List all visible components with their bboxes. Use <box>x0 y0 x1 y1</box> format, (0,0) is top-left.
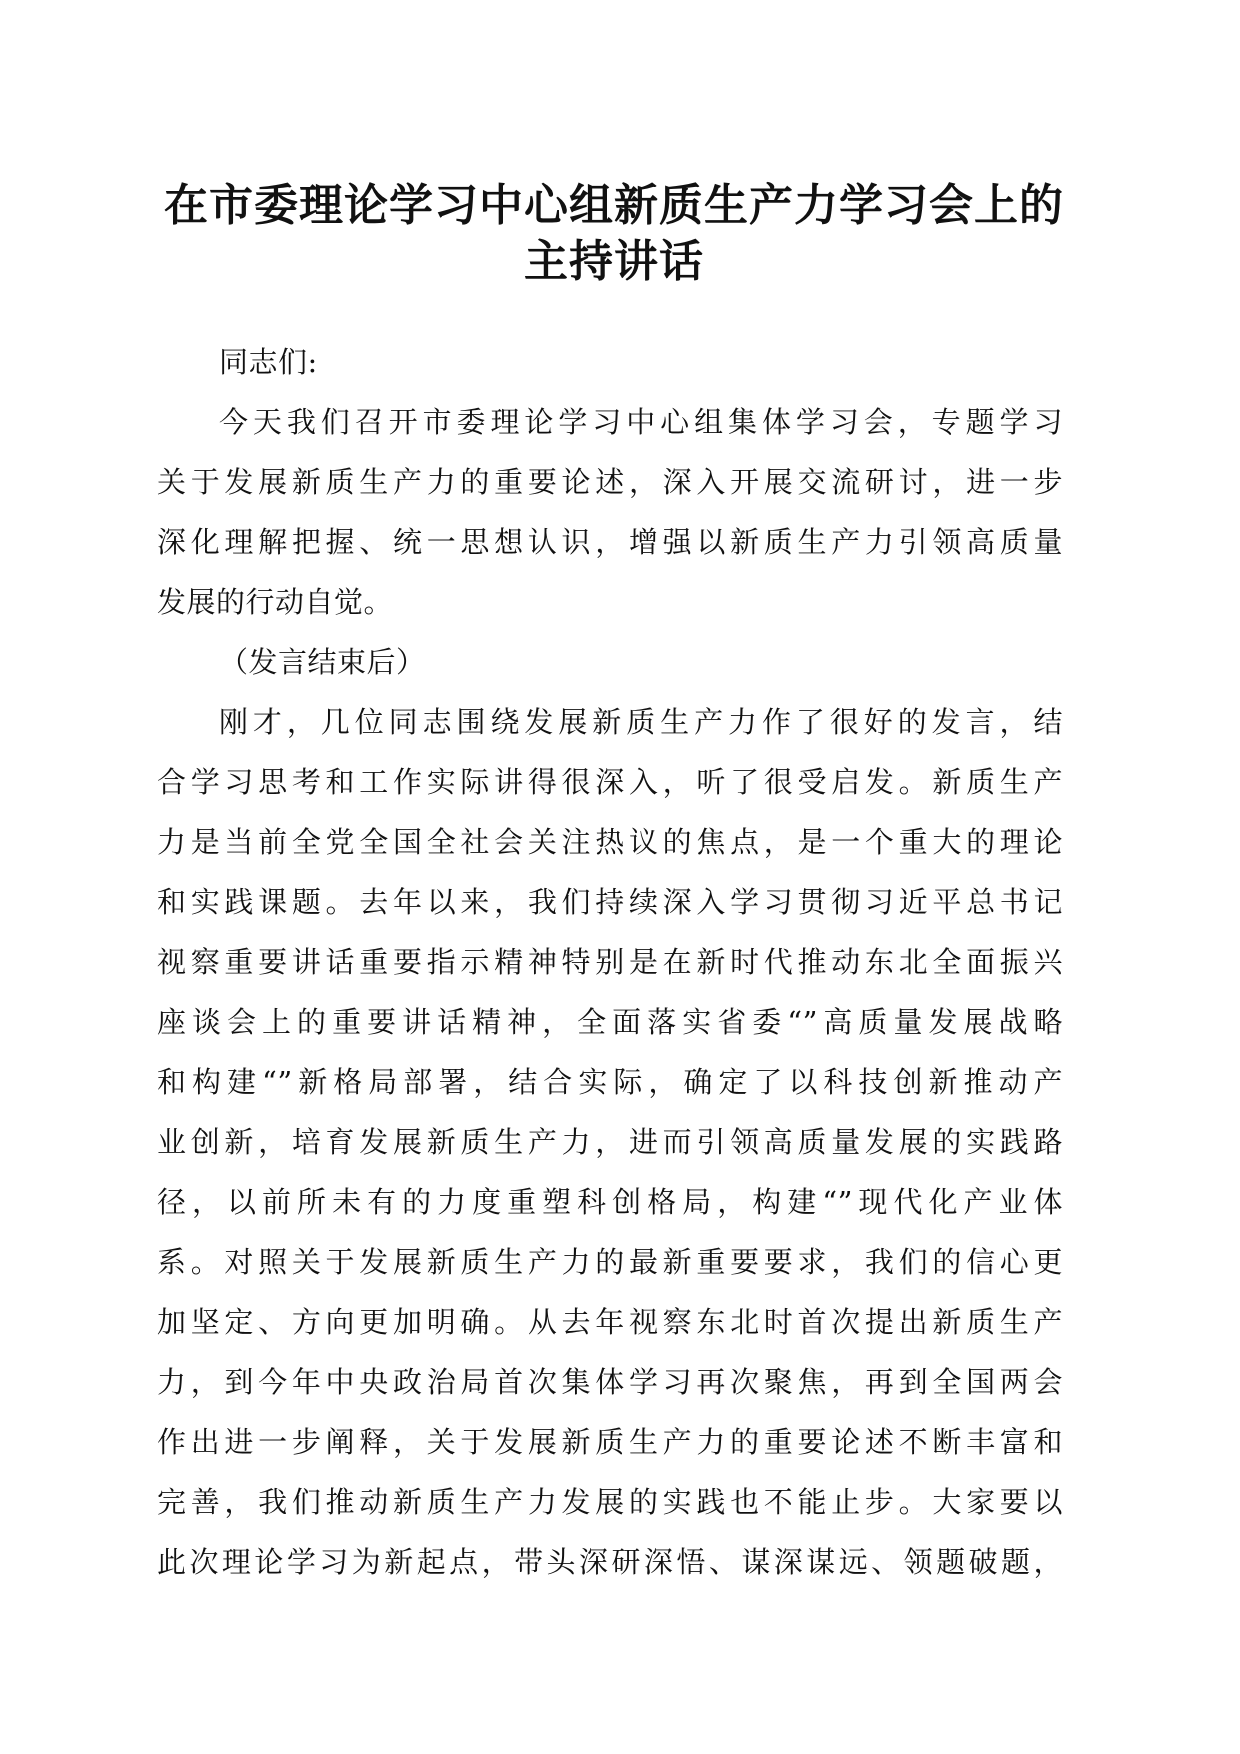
paragraph-line: 加坚定、方向更加明确。从去年视察东北时首次提出新质生产 <box>157 1305 1063 1339</box>
paragraph-line: 力是当前全党全国全社会关注热议的焦点，是一个重大的理论 <box>157 825 1063 859</box>
paragraph-line: 力，到今年中央政治局首次集体学习再次聚焦，再到全国两会 <box>157 1365 1063 1399</box>
paragraph-line: 径，以前所未有的力度重塑科创格局，构建“”现代化产业体 <box>157 1185 1063 1219</box>
paragraph-line: 关于发展新质生产力的重要论述，深入开展交流研讨，进一步 <box>157 465 1063 499</box>
salutation: 同志们: <box>219 345 318 379</box>
paragraph-line: 和构建“”新格局部署，结合实际，确定了以科技创新推动产 <box>157 1065 1063 1099</box>
paragraph-line: 今天我们召开市委理论学习中心组集体学习会，专题学习 <box>219 405 1063 439</box>
title-line: 主持讲话 <box>524 236 704 287</box>
paragraph-line: 和实践课题。去年以来，我们持续深入学习贯彻习近平总书记 <box>157 885 1063 919</box>
paragraph-line: 视察重要讲话重要指示精神特别是在新时代推动东北全面振兴 <box>157 945 1063 979</box>
paragraph-line: 刚才，几位同志围绕发展新质生产力作了很好的发言，结 <box>219 705 1063 739</box>
title-line: 在市委理论学习中心组新质生产力学习会上的 <box>164 180 1064 231</box>
document-title <box>150 178 1078 290</box>
paragraph-line: 系。对照关于发展新质生产力的最新重要要求，我们的信心更 <box>157 1245 1063 1279</box>
paragraph-line: 深化理解把握、统一思想认识，增强以新质生产力引领高质量 <box>157 525 1063 559</box>
paragraph-line: 作出进一步阐释，关于发展新质生产力的重要论述不断丰富和 <box>157 1425 1063 1459</box>
paragraph-line: 业创新，培育发展新质生产力，进而引领高质量发展的实践路 <box>157 1125 1063 1159</box>
paragraph-line: 发展的行动自觉。 <box>157 585 394 619</box>
stage-note: （发言结束后） <box>219 645 426 679</box>
paragraph-line: 完善，我们推动新质生产力发展的实践也不能止步。大家要以 <box>157 1485 1063 1519</box>
paragraph-line: 座谈会上的重要讲话精神，全面落实省委“”高质量发展战略 <box>157 1005 1063 1039</box>
paragraph-line: 此次理论学习为新起点，带头深研深悟、谋深谋远、领题破题， <box>157 1545 1063 1579</box>
document-body <box>157 332 1063 1592</box>
paragraph-line: 合学习思考和工作实际讲得很深入，听了很受启发。新质生产 <box>157 765 1063 799</box>
